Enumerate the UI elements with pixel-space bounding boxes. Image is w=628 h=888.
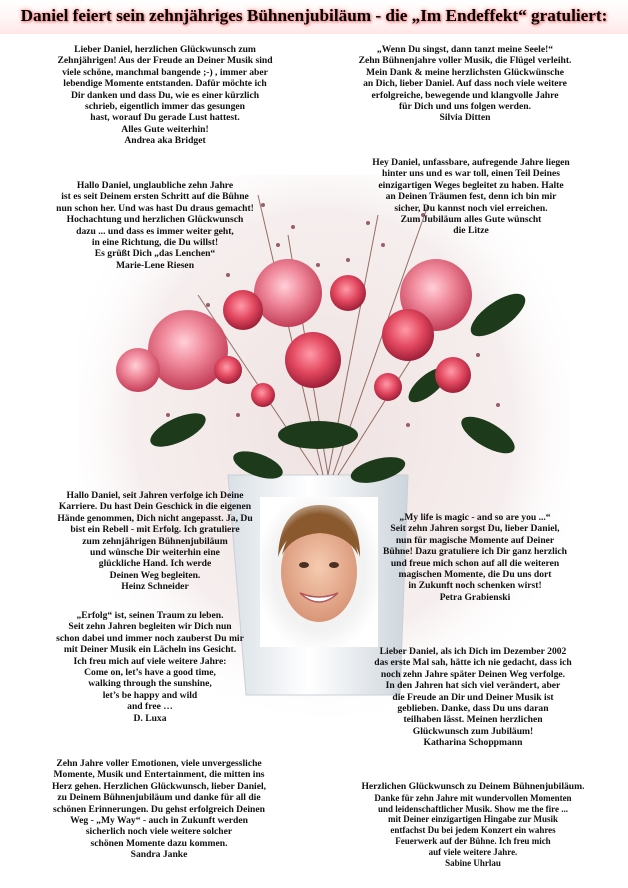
message-katharina: Lieber Daniel, als ich Dich im Dezember 2002 das erste Mal sah, hätte ich nie gedacht, dass ich noch zehn Jahre später Deinen Weg verfolge. In den Jahren hat sich viel verändert, aber die Freude an Dir und Deiner Musik ist geblieben. Danke, dass Du uns daran teilhaben lässt. Meinen herzlichen Glückwunsch zum Jubiläum! Katharina Schoppmann bbox=[318, 646, 628, 749]
page-title: Daniel feiert sein zehnjähriges Bühnenjubiläum - die „Im Endeffekt“ gratuliert: bbox=[20, 6, 608, 25]
signature-heinz: Heinz Schneider bbox=[121, 581, 189, 593]
signature-sandra: Sandra Janke bbox=[130, 849, 188, 861]
signature-marie-lene: Marie-Lene Riesen bbox=[115, 259, 195, 271]
message-marie-lene: Hallo Daniel, unglaubliche zehn Jahre ist es seit Deinem ersten Schritt auf die Bühne nun schon her. Und was hast Du draus gemacht! Hochachtung und herzlichen Glückwunsch dazu ... und dass es immer weiter geht, in eine Richtung, die Du willst! Es grüßt Dich „das Lenchen“ Marie-Lene Riesen bbox=[0, 180, 310, 271]
message-heinz: Hallo Daniel, seit Jahren verfolge ich Deine Karriere. Du hast Dein Geschick in die eigenen Hände genommen, Dich nicht angepasst. Ja, Du bist ein Rebell - mit Erfolg. Ich gratuliere zum zehnjährigen Bühnenjubiläum und wünsche Dir weiterhin eine glückliche Hand. Ich werde Deinen Weg begleiten. Heinz Schneider bbox=[0, 490, 310, 593]
signature-andrea: Andrea aka Bridget bbox=[124, 135, 206, 147]
message-petra: „My life is magic - and so are you ...“ Seit zehn Jahren sorgst Du, lieber Daniel, nun für magische Momente auf Deiner Bühne! Dazu gratuliere ich Dir ganz herzlich und freue mich schon auf all die weiteren magischen Momente, die Du uns dort in Zukunft noch schenken wirst! Petra Grabienski bbox=[325, 512, 625, 603]
signature-petra: Petra Grabienski bbox=[439, 591, 511, 603]
signature-sabine: Sabine Uhrlau bbox=[445, 857, 501, 868]
message-luxa: „Erfolg“ ist, seinen Traum zu leben. Seit zehn Jahren begleiten wir Dich nun schon dabei und immer noch zauberst Du mir mit Deiner Musik ein Lächeln ins Gesicht. Ich freu mich auf viele weitere Jahre: Come on, let’s have a good time, walking through the sunshine, let’s be happy and wild and free … D. Luxa bbox=[0, 610, 300, 724]
message-sabine: Herzlichen Glückwunsch zu Deinem Bühnenjubiläum. Danke für zehn Jahre mit wundervollen Momenten und leidenschaftlicher Musik. Show me the fire ... mit Deiner einzigartigen Hingabe zur Musik entfachst Du bei jedem Konzert ein wahres Feuerwerk auf der Bühne. Ich freu mich auf viele weitere Jahre. Sabine Uhrlau bbox=[318, 782, 628, 868]
signature-litze: die Litze bbox=[453, 225, 489, 237]
message-litze: Hey Daniel, unfassbare, aufregende Jahre liegen hinter uns und es war toll, einen Teil Deines einzigartigen Weges begleitet zu haben. Halte an Deinen Träumen fest, denn ich bin mir sicher, Du kannst noch viel erreichen. Zum Jubiläum alles Gute wünscht die Litze bbox=[316, 157, 626, 237]
signature-katharina: Katharina Schoppmann bbox=[423, 737, 523, 749]
message-andrea: Lieber Daniel, herzlichen Glückwunsch zum Zehnjährigen! Aus der Freude an Deiner Musik sind viele schöne, manchmal bangende ;-) , immer aber lebendige Momente entstanden. Dafür möchte ich Dir danken und dass Du, wie es einer kürzlich schrieb, eigentlich immer das gesungen hast, worauf Du gerade Lust hattest. Alles Gute weiterhin! Andrea aka Bridget bbox=[10, 44, 320, 147]
message-sandra: Zehn Jahre voller Emotionen, viele unvergessliche Momente, Musik und Entertainment, die mitten ins Herz gehen. Herzlichen Glückwunsch, lieber Daniel, zu Deinem Bühnenjubiläum und danke für all die schönen Erinnerungen. Du gehst erfolgreich Deinen Weg - „My Way“ - auch in Zukunft werden sicherlich noch viele weitere solcher schönen Momente dazu kommen. Sandra Janke bbox=[4, 758, 314, 861]
message-silvia: „Wenn Du singst, dann tanzt meine Seele!“ Zehn Bühnenjahre voller Musik, die Flügel verleiht. Mein Dank & meine herzlichsten Glückwünsche an Dich, lieber Daniel. Auf dass noch viele weitere erfolgreiche, bewegende und klangvolle Jahre für Dich und uns folgen werden. Silvia Ditten bbox=[310, 44, 620, 124]
signature-silvia: Silvia Ditten bbox=[439, 112, 491, 124]
signature-luxa: D. Luxa bbox=[133, 712, 167, 724]
